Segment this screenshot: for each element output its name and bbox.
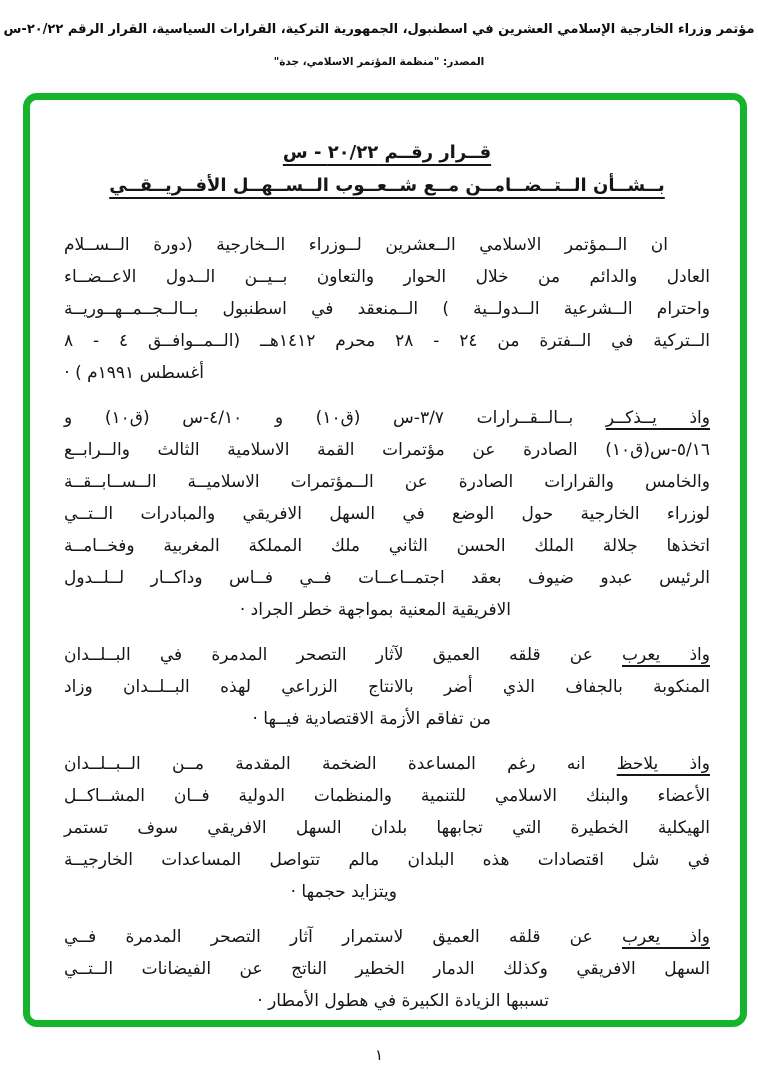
- text-line: العادل والدائم من خلال الحوار والتعاون بــيــن الــدول الاعــضــاء: [64, 267, 710, 287]
- text-line: في شل اقتصادات هذه البلدان مالم تتواصل المساعدات الخارجيــة: [64, 850, 710, 870]
- clause-keyword: واذ يعرب: [621, 927, 710, 947]
- text-line: [64, 748, 710, 780]
- clause-text: عن قلقه العميق لآثار التصحر المدمرة في البــلــدان: [64, 645, 623, 665]
- text-line: الافريقية المعنية بمواجهة خطر الجراد ·: [239, 600, 511, 620]
- title-text-2: بــشــأن الــتــضــامــن مــع شــعــوب الــســهــل الأفــريــقــي: [109, 175, 665, 196]
- source-line: المصدر: "منظمة المؤتمر الاسلامي، جدة": [273, 56, 485, 68]
- text-line: ان الــمؤتمر الاسلامي الــعشرين لــوزراء الــخارجية (دورة الــســلام: [64, 235, 668, 255]
- text-line: من تفاقم الأزمة الاقتصادية فيــها ·: [252, 709, 491, 729]
- paragraph-preamble: [64, 229, 710, 389]
- citation-header: مؤتمر وزراء الخارجية الإسلامي العشرين في اسطنبول، الجمهورية التركية، القرارات السياسية، القرار الرقم ٢٠/٢٢-س: [3, 22, 755, 37]
- resolution-title-line-2: [64, 169, 710, 202]
- page-number: ١: [374, 1046, 384, 1064]
- paragraph-concern-floods: [64, 921, 710, 1017]
- text-line: ٥/١٦-س(ق١٠) الصادرة عن مؤتمرات القمة الاسلامية الثالث والــرابــع: [64, 440, 710, 460]
- text-line: ويتزايد حجمها ·: [290, 882, 397, 902]
- clause-keyword: واذ يلاحظ: [616, 754, 710, 774]
- text-line: الأعضاء والبنك الاسلامي للتنمية والمنظمات الدولية فــان المشــاكــل: [64, 786, 710, 806]
- clause-text: عن قلقه العميق لاستمرار آثار التصحر المدمرة فــي: [64, 927, 622, 947]
- resolution-title-line-1: [64, 136, 710, 169]
- text-line: والخامس والقرارات الصادرة عن الــمؤتمرات الاسلاميــة الــســابــقــة: [64, 472, 710, 492]
- text-line: الهيكلية الخطيرة التي تجابهها بلدان السهل الافريقي سوف تستمر: [64, 818, 710, 838]
- text-line: [64, 639, 710, 671]
- text-line: لوزراء الخارجية حول الوضع في السهل الافريقي والمبادرات الــتــي: [64, 504, 710, 524]
- text-line: [64, 921, 710, 953]
- text-line: واحترام الــشرعية الــدولــية ) الــمنعقد في اسطنبول بــالــجــمــهــوريــة: [64, 299, 710, 319]
- green-frame: [23, 93, 747, 1027]
- title-text-1: قــرار رقــم ٢٠/٢٢ - س: [282, 142, 492, 163]
- text-line: الــتركية في الــفترة من ٢٤ - ٢٨ محرم ١٤١٢هــ (الــمــوافــق ٤ - ٨: [64, 331, 710, 351]
- text-line: [64, 402, 710, 434]
- text-line: السهل الافريقي وكذلك الدمار الخطير الناتج عن الفيضانات الــتــي: [64, 959, 710, 979]
- clause-keyword: واذ يــذكــر: [605, 408, 710, 428]
- clause-text: انه رغم المساعدة الضخمة المقدمة مــن الــبــلــدان: [64, 754, 617, 774]
- text-line: أغسطس ١٩٩١م ) ·: [64, 363, 204, 383]
- paragraph-recalling: [64, 402, 710, 626]
- clause-text: بــالــقــرارات ٣/٧-س (ق١٠) و ٤/١٠-س (ق١٠) و: [64, 408, 606, 428]
- paragraph-concern-drought: [64, 639, 710, 735]
- paragraph-noting-aid: [64, 748, 710, 908]
- text-line: اتخذها جلالة الملك الحسن الثاني ملك المملكة المغربية وفخــامــة: [64, 536, 710, 556]
- clause-keyword: واذ يعرب: [622, 645, 710, 665]
- text-line: المنكوبة بالجفاف الذي أضر بالانتاج الزراعي لهذه البــلــدان وزاد: [64, 677, 710, 697]
- text-line: الرئيس عبدو ضيوف بعقد اجتمــاعــات فــي فــاس وداكــار لــلــدول: [64, 568, 710, 588]
- text-line: تسببها الزيادة الكبيرة في هطول الأمطار ·: [257, 991, 549, 1011]
